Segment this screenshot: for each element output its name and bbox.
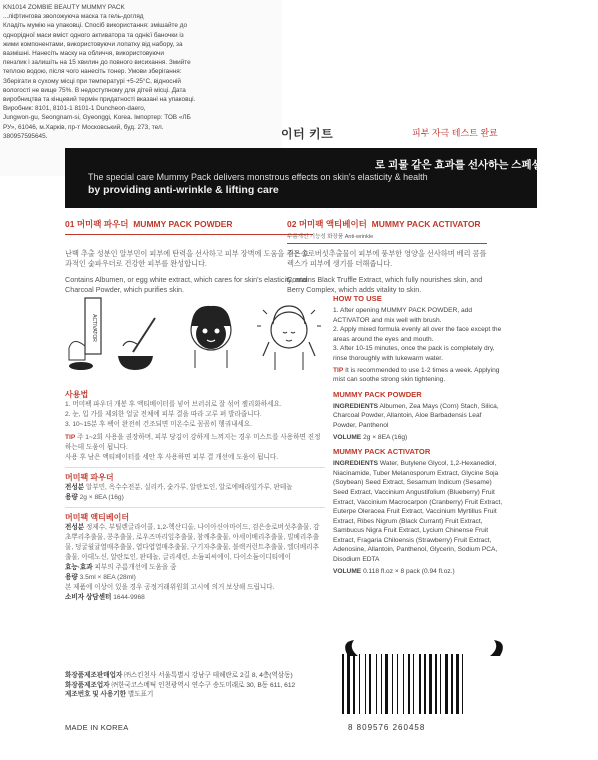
activator-volume-kr <box>65 573 325 583</box>
consumer-center <box>65 593 325 603</box>
act-func-kr: 피부의 주름개선에 도움을 줌 <box>94 564 177 571</box>
powder-vol-label-kr: 용량 <box>65 494 78 501</box>
activator-heading-en-2: MUMMY PACK ACTIVATOR <box>333 447 431 457</box>
how-line-1: 1. After opening MUMMY PACK POWDER, add ACTIVATOR and mix well with brush. <box>333 307 473 324</box>
barcode-bar <box>403 654 404 714</box>
barcode-bar <box>365 654 366 714</box>
act-vol-label-en: VOLUME <box>333 567 362 575</box>
powder-vol-label-en: VOLUME <box>333 433 362 441</box>
usage-heading-kr: 사용법 <box>65 390 89 399</box>
company-line-3 <box>65 690 327 700</box>
barcode-bar <box>381 654 382 714</box>
ua-line: KN1014 ZOMBIE BEAUTY MUMMY PACK <box>3 4 125 11</box>
company-line-2 <box>65 681 327 691</box>
ua-line: ...ліфтингова зволожуюча маска та гель-догляд <box>3 13 144 21</box>
activator-volume-en <box>333 567 503 577</box>
barcode-bar <box>419 654 421 714</box>
barcode-horn <box>490 640 503 656</box>
ua-line: жими компонентами, використовуючи лопатку від набору, за <box>3 40 183 48</box>
powder-ingredients-kr <box>65 483 325 493</box>
usage-line-2: 2. 눈, 입 가를 제외한 얼굴 전체에 피부 결을 따라 고루 펴 발라줍니다. <box>65 411 262 418</box>
powder-vol-en: 2g × 8EA (16g) <box>363 433 408 441</box>
powder-heading-kr: 머미팩 파우더 <box>76 219 129 229</box>
made-in-korea: MADE IN KOREA <box>65 723 129 732</box>
ua-line: однорідної маси вміст одного активатора та однієї баночки із <box>3 31 184 39</box>
ua-line: РУ», 61046, м.Харків, пр-т Московський, буд. 273, тел. <box>3 123 164 131</box>
how-to-use-heading: HOW TO USE <box>333 294 382 303</box>
how-line-3: 3. After 10-15 minutes, once the pack is completely dry, rinse thoroughly with lukewarm water. <box>333 345 495 362</box>
powder-section <box>65 218 313 296</box>
ua-line: виробництва та кінцевий термін придатності вказані на упаковці. <box>3 96 196 104</box>
ua-label-text <box>3 3 279 141</box>
consult-number: 1644-9968 <box>113 594 145 601</box>
barcode-image <box>338 640 510 715</box>
activator-kr-text: 검은송로버섯추출물이 피부에 풍부한 영양을 선사하며 베리 콤플렉스가 피부에 생기를 더해줍니다. <box>287 249 487 269</box>
powder-volume-en <box>333 433 503 443</box>
ua-line: теплою водою, після чого нанесіть тонер. Умови зберігання: <box>3 68 182 76</box>
activator-en-text: Contains Black Truffle Extract, which fully nourishes skin, and Berry Complex, which adds vitality to skin. <box>287 274 483 295</box>
ua-line: Jungwon-gu, Seongnam-si, Gyeonggi, Korea. Імпортер: ТОВ «ЛБ <box>3 114 191 122</box>
act-ing-label-kr: 전성분 <box>65 524 85 531</box>
barcode-bar <box>369 654 371 714</box>
face-mask-icon <box>191 306 231 368</box>
powder-heading-en-2: MUMMY PACK POWDER <box>333 389 422 399</box>
barcode-bar <box>445 654 448 714</box>
banner-korean: 로 괴물 같은 효과를 선사하는 스페셜 케어 머미팩 <box>375 159 598 171</box>
powder-heading-kr-2: 머미팩 파우더 <box>65 473 114 482</box>
ua-line: вазмішні. Нанесіть маску на обличчя, використовуючи <box>3 50 164 58</box>
kit-title: 이터 키트 <box>281 127 334 141</box>
act-vol-en: 0.118 fl.oz × 8 pack (0.94 fl.oz.) <box>363 567 455 575</box>
consult-label: 소비자 상담센터 <box>65 594 112 601</box>
activator-packet-label: ACTIVATOR <box>91 314 97 342</box>
act-ing-label-en: INGREDIENTS <box>333 460 379 468</box>
barcode-bar <box>456 654 459 714</box>
face-rinse-icon <box>257 306 321 370</box>
divider <box>65 467 325 468</box>
activator-heading-kr: 머미팩 액티베이터 <box>298 219 367 229</box>
act-vol-kr: 3.5ml × 8EA (28ml) <box>79 574 136 581</box>
barcode-bar <box>424 654 426 714</box>
tip-en-label: TIP <box>333 366 344 374</box>
barcode-bar <box>440 654 441 714</box>
barcode-bar <box>359 654 360 714</box>
usage-line-3: 3. 10~15분 후 팩이 완전히 건조되면 미온수로 꼼꼼히 헹궈내세요. <box>65 421 253 428</box>
banner-english-line2: by providing anti-wrinkle & lifting care <box>88 184 279 196</box>
korean-directions <box>65 385 325 603</box>
tip-en <box>333 366 503 385</box>
ua-line: 380957595645. <box>3 132 48 140</box>
activator-section <box>287 218 487 296</box>
company-l3-label: 제조번호 및 사용기한 <box>65 691 126 699</box>
english-directions <box>333 292 503 576</box>
activator-subtitle: 주름개선 기능성 화장품 Anti-wrinkle <box>287 234 374 240</box>
barcode-number: 8 809576 260458 <box>348 723 426 732</box>
skin-test-note: 피부 자극 테스트 완료 <box>412 128 498 138</box>
powder-ing-label-kr: 전성분 <box>65 484 85 491</box>
activator-function-kr <box>65 563 325 573</box>
powder-heading <box>65 218 313 230</box>
powder-number: 01 <box>65 219 75 229</box>
activator-heading <box>287 218 487 230</box>
powder-ing-kr: 알부민, 옥수수전분, 실리카, 숯가루, 알란토인, 알로에베라잎가루, 판테놀 <box>85 484 293 491</box>
barcode-bar <box>451 654 453 714</box>
barcode-bar <box>429 654 432 714</box>
act-func-label-kr: 효능·효과 <box>65 564 93 571</box>
act-ing-kr: 정제수, 부틸렌글라이콜, 1,2-헥산디올, 나이아신아마이드, 검은송로버섯추출물, 감초뿌리추출물, 콩추출물, 로우즈마리잎추출물, 참깨추출물, 아세이베리추출물, 빌베리추출물, 덩굴월귤열매추출물, 엽다엽열매추출물, 구기자추출물, 블랙커런트추출물, 엘더베리추출물, 아데노신, 알란토인, 판테놀, 글리세린, 소듐피씨에이, 다이소듐이디티에이 <box>65 524 320 561</box>
tip-en-text: It is recommended to use 1-2 times a week. Applying mist can soothe strong skin tightening. <box>333 366 500 384</box>
company-l2: ㈜한국코스메틱 인천광역시 연수구 송도미래로 30, B동 611, 612 <box>111 681 296 689</box>
powder-en-text: Contains Albumen, or egg white extract, which cares for skin's elasticity, and Charcoal Powder, which purifies skin. <box>65 274 308 295</box>
act-vol-label-kr: 용량 <box>65 574 78 581</box>
company-line-1 <box>65 671 327 681</box>
powder-volume-kr <box>65 493 325 503</box>
barcode-bar <box>342 654 344 714</box>
ua-line: Кладіть мумію на упаковці. Спосіб використання: змішайте до <box>3 22 188 30</box>
act-ing-en: Water, Butylene Glycol, 1,2-Hexanediol, Niacinamide, Tuber Melanosporum Extract, Glycine Soja (Soybean) Seed Extract, Sesamum Indicum (Sesame) Seed Extract, Vaccinium Angustifolium (Blueberry) Fruit Extract, Vaccinium Macrocarpon (Cranberry) Fruit Extract, Euterpe Oleracea Fruit Extract, Vaccinium Myrtillus Fruit Extract, Ribes Nigrum (Black Currant) Fruit Extract, Sambucus Nigra Fruit Extract, Lycium Chinense Fruit Extract, Fragaria Chiloensis (Strawberry) Fruit Extract, Adenosine, Allantoin, Panthenol, Glycerin, Sodium PCA, Disodium EDTA <box>333 460 503 564</box>
banner-english-line1: The special care Mummy Pack delivers monstrous effects on skin's elasticity & health <box>88 172 428 182</box>
tip-kr-label: TIP <box>65 434 76 441</box>
company-info <box>65 671 327 700</box>
bowl-brush-icon <box>118 318 155 370</box>
powder-rule <box>65 234 313 235</box>
barcode-bar <box>397 654 398 714</box>
barcode-bar <box>413 654 414 714</box>
ua-line: Зберігати в сухому місці при температурі +5-25°С, відносній <box>3 77 181 85</box>
how-to-illustration <box>63 296 328 376</box>
activator-heading-en: MUMMY PACK ACTIVATOR <box>371 219 481 229</box>
activator-packet-icon <box>69 298 101 370</box>
tip-kr-text: 주 1~2회 사용을 권장하며, 피부 당김이 강하게 느껴지는 경우 미스트를 사용하면 진정하는데 도움이 됩니다. <box>65 434 321 451</box>
tip-kr <box>65 433 325 453</box>
divider <box>65 507 325 508</box>
usage-line-1: 1. 머미팩 파우더 개봉 후 액티베이터를 넣어 브러쉬로 잘 섞어 젤리화하세요. <box>65 401 282 408</box>
company-l3: 별도표기 <box>127 691 154 699</box>
company-l2-label: 화장품제조업자 <box>65 681 110 689</box>
powder-heading-en: MUMMY PACK POWDER <box>133 219 233 229</box>
powder-ing-label-en: INGREDIENTS <box>333 402 379 410</box>
company-l1-label: 화장품제조판매업자 <box>65 672 123 679</box>
activator-number: 02 <box>287 219 297 229</box>
powder-ing-en: Albumen, Zea Mays (Corn) Stach, Silica, Charcoal Powder, Allantoin, Aloe Barbadensis Leaf Powder, Panthenol <box>333 402 499 429</box>
activator-ingredients-kr <box>65 523 325 563</box>
barcode-bar <box>408 654 410 714</box>
activator-heading-kr-2: 머미팩 액티베이터 <box>65 513 130 522</box>
ua-line: пензлик і залишіть на 15 хвилин до повного висихання. Змийте <box>3 59 191 67</box>
barcode-bar <box>347 654 350 714</box>
powder-kr-text: 난백 추출 성분인 알부민이 피부에 탄력을 선사하고 피부 장벽에 도움을 주는 효과적인 숯파우더로 건강한 피부를 완성합니다. <box>65 249 310 269</box>
company-l1: ㈜스킨천사 서울특별시 강남구 테헤란로 2길 8, 4층(역삼동) <box>124 672 293 679</box>
barcode-bar <box>385 654 388 714</box>
how-line-2: 2. Apply mixed formula evenly all over the face except the areas around the eyes and mouth. <box>333 326 502 343</box>
barcode-horn <box>345 640 358 656</box>
barcode-bar <box>376 654 377 714</box>
activator-ingredients-en <box>333 459 503 565</box>
ua-line: вологості не вище 75%. В недоступному для дітей місці. Дата <box>3 86 186 94</box>
activator-rule <box>287 243 487 244</box>
barcode-bar <box>392 654 393 714</box>
notice-kr: 본 제품에 이상이 있을 경우 공정거래위원회 고시에 의거 보상해 드립니다. <box>65 584 275 591</box>
tip-kr-extra: 사용 후 남은 액티베이터를 세안 후 사용하면 피부 결 개선에 도움이 됩니다. <box>65 454 279 461</box>
barcode-bar <box>435 654 437 714</box>
powder-vol-kr: 2g × 8EA (16g) <box>79 494 124 501</box>
ua-line: Виробник: 8101, 8101-1 8101-1 Duncheon-daero, <box>3 105 146 113</box>
powder-ingredients-en <box>333 402 503 431</box>
barcode-bar <box>462 654 463 714</box>
barcode-bar <box>353 654 355 714</box>
